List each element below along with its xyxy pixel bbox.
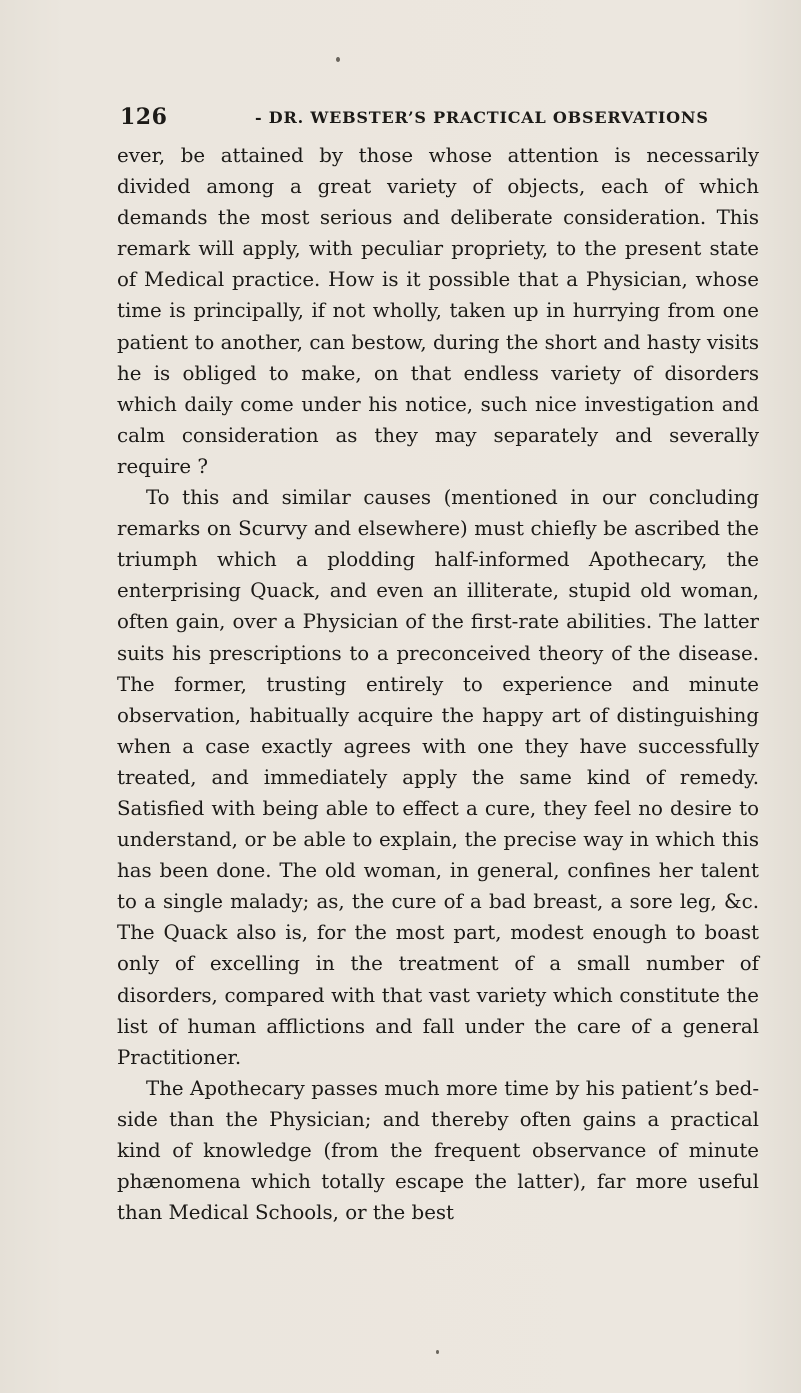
page-header <box>120 104 760 134</box>
running-head: - DR. WEBSTER’S PRACTICAL OBSERVATIONS <box>255 108 709 127</box>
ink-speck <box>336 57 340 62</box>
paragraph: ever, be attained by those whose attention is necessarily divided among a great variety of objects, each of which demands the most serious and deliberate consideration. This remark will apply, with peculiar propriety, to the present state of Medical practice. How is it possible that a Physician, whose time is principally, if not wholly, taken up in hurrying from one patient to another, can bestow, during the short and hasty visits he is obliged to make, on that endless variety of disorders which daily come under his notice, such nice investigation and calm consideration as they may separately and severally require ? <box>117 144 759 478</box>
ink-speck <box>436 1350 439 1354</box>
body-text <box>117 140 759 1228</box>
page-number: 126 <box>120 104 168 130</box>
paragraph: To this and similar causes (mentioned in our concluding remarks on Scurvy and elsewhere) must chiefly be ascribed the triumph which a plodding half-informed Apothecary, the enterprising Quack, and even an illiterate, stupid old woman, often gain, over a Physician of the first-rate abilities. The latter suits his prescriptions to a preconceived theory of the disease. The former, trusting entirely to experience and minute observation, habitually acquire the happy art of distinguishing when a case exactly agrees with one they have successfully treated, and immediately apply the same kind of remedy. Satisfied with being able to effect a cure, they feel no desire to understand, or be able to explain, the precise way in which this has been done. The old woman, in general, confines her talent to a single malady; as, the cure of a bad breast, a sore leg, &c. The Quack also is, for the most part, modest enough to boast only of excelling in the treatment of a small number of disorders, compared with that vast variety which constitute the list of human afflictions and fall under the care of a general Practitioner. <box>117 486 759 1069</box>
paragraph: The Apothecary passes much more time by his patient’s bed-side than the Physician; and thereby often gains a practical kind of knowledge (from the frequent observance of minute phænomena which totally escape the latter), far more useful than Medical Schools, or the best <box>117 1076 759 1225</box>
